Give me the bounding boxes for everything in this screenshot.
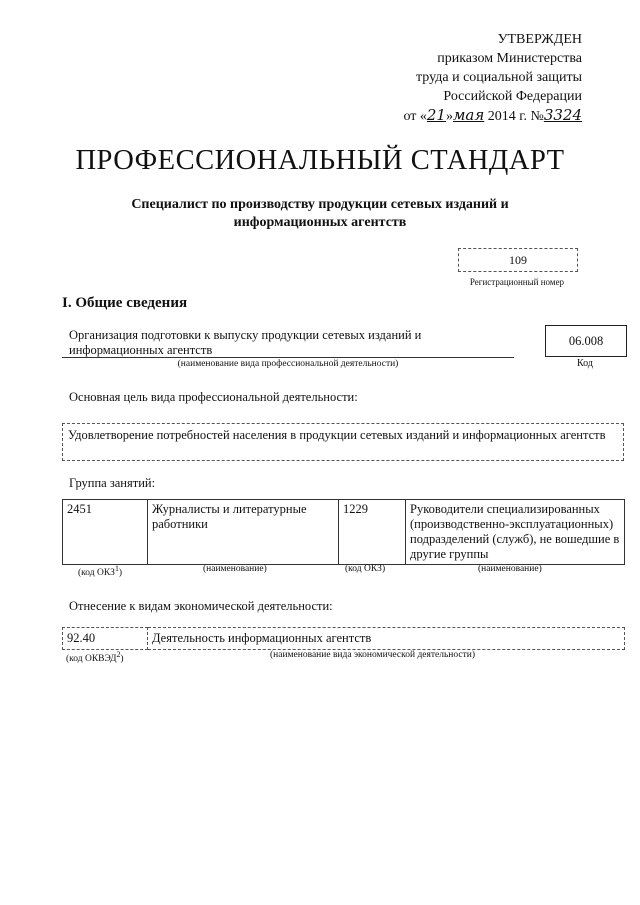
okz-code-caption-2: (код ОКЗ) bbox=[345, 564, 386, 574]
okz-name-caption-1: (наименование) bbox=[203, 564, 267, 574]
section-heading: I. Общие сведения bbox=[62, 295, 188, 311]
approval-line-2: приказом Министерства bbox=[437, 51, 582, 66]
econ-activity-table bbox=[62, 627, 625, 650]
okz-code-caption-1: (код ОКЗ$^1$) bbox=[78, 564, 123, 579]
approval-date-line bbox=[342, 106, 582, 126]
approval-block bbox=[342, 30, 582, 126]
date-year: 2014 г. № bbox=[487, 109, 544, 124]
activity-caption: (наименование вида профессиональной деятельности) bbox=[177, 359, 399, 369]
approval-line-4: Российской Федерации bbox=[443, 89, 582, 104]
activity-code-caption: Код bbox=[577, 358, 593, 369]
registration-number-box: 109 bbox=[458, 248, 578, 272]
okz-name-2: Руководители специализированных (производственно-эксплуатационных) подразделений (служб), не вошедшие в другие группы bbox=[406, 500, 625, 565]
okz-name-1: Журналисты и литературные работники bbox=[148, 500, 339, 565]
activity-name: Организация подготовки к выпуску продукции сетевых изданий и информационных агентств bbox=[69, 328, 422, 357]
okz-name-caption-2: (наименование) bbox=[478, 564, 542, 574]
date-month: мая bbox=[452, 106, 485, 124]
standard-subtitle: Специалист по производству продукции сетевых изданий и информационных агентств bbox=[131, 197, 509, 230]
date-day: 21 bbox=[426, 106, 446, 124]
goal-box: Удовлетворение потребностей населения в продукции сетевых изданий и информационных агентств bbox=[62, 423, 624, 461]
date-prefix: от « bbox=[403, 109, 427, 124]
occupation-group-label: Группа занятий: bbox=[69, 476, 156, 490]
page-title: ПРОФЕССИОНАЛЬНЫЙ СТАНДАРТ bbox=[75, 145, 565, 176]
order-number: 3324 bbox=[543, 106, 582, 124]
table-row bbox=[63, 500, 625, 565]
occupation-table bbox=[62, 499, 625, 565]
okved-name-caption: (наименование вида экономической деятельности) bbox=[270, 650, 475, 660]
approval-line-3: труда и социальной защиты bbox=[416, 70, 582, 85]
econ-activity-label: Отнесение к видам экономической деятельности: bbox=[69, 599, 333, 613]
registration-caption: Регистрационный номер bbox=[469, 277, 565, 287]
okz-code-2: 1229 bbox=[339, 500, 406, 565]
okved-code: 92.40 bbox=[63, 628, 148, 650]
approval-line-1: УТВЕРЖДЕН bbox=[497, 32, 582, 47]
activity-code-box: 06.008 bbox=[545, 325, 627, 357]
date-mid: » bbox=[445, 109, 453, 124]
table-row bbox=[63, 628, 625, 650]
okved-name: Деятельность информационных агентств bbox=[148, 628, 625, 650]
goal-label: Основная цель вида профессиональной деятельности: bbox=[69, 390, 358, 404]
okved-code-caption: (код ОКВЭД$^2$) bbox=[66, 650, 124, 665]
okz-code-1: 2451 bbox=[63, 500, 148, 565]
activity-underline bbox=[62, 357, 514, 358]
